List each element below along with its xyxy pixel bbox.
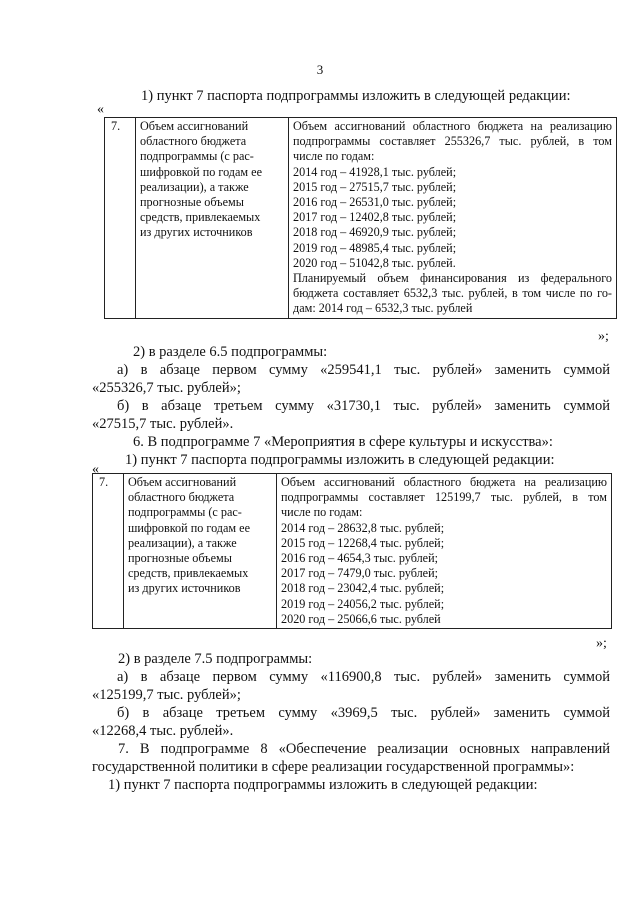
content-line: 2020 год – 51042,8 тыс. рублей. (293, 255, 456, 270)
label-cell (124, 474, 277, 629)
content-line: 2019 год – 48985,4 тыс. рублей; (293, 240, 457, 255)
label-line: реализации), а также (128, 535, 237, 550)
content-line: 2014 год – 28632,8 тыс. рублей; (281, 520, 445, 535)
page-number: 3 (316, 62, 324, 77)
label-line: из других источников (140, 225, 253, 240)
close-quote: »; (596, 636, 607, 651)
paragraph-line: б) в абзаце третьем сумму «3969,5 тыс. рублей» заменить суммой (117, 705, 610, 721)
row-number-cell: 7. (93, 474, 124, 629)
content-line: 2016 год – 4654,3 тыс. рублей; (281, 551, 438, 566)
open-quote: « (92, 462, 99, 477)
label-line: областного бюджета (128, 490, 235, 505)
close-quote: »; (598, 329, 609, 344)
content-line: 2014 год – 41928,1 тыс. рублей; (293, 164, 457, 179)
paragraph-line: «12268,4 тыс. рублей». (92, 723, 234, 739)
content-line: Объем ассигнований областного бюджета на реализацию (293, 119, 612, 133)
paragraph-line: «125199,7 тыс. рублей»; (92, 687, 241, 703)
paragraph-line: 1) пункт 7 паспорта подпрограммы изложить в следующей редакции: (125, 452, 555, 468)
paragraph-line: б) в абзаце третьем сумму «31730,1 тыс. рублей» заменить суммой (117, 398, 610, 414)
label-line: из других источников (128, 581, 241, 596)
label-line: средств, привлекаемых (128, 566, 249, 581)
label-cell (136, 118, 289, 319)
label-line: шифровкой по годам ее (128, 520, 250, 535)
paragraph-line: 6. В подпрограмме 7 «Мероприятия в сфере культуры и искусства»: (133, 434, 553, 450)
content-line: дам: 2014 год – 6532,3 тыс. рублей (293, 301, 473, 316)
label-line: Объем ассигнований (128, 475, 237, 489)
label-line: областного бюджета (140, 134, 247, 149)
content-line: 2015 год – 27515,7 тыс. рублей; (293, 179, 457, 194)
content-line: 2019 год – 24056,2 тыс. рублей; (281, 596, 445, 611)
content-line: числе по годам: (293, 149, 375, 164)
paragraph-line: государственной политики в сфере реализации государственной программы»: (92, 759, 575, 775)
content-line: 2016 год – 26531,0 тыс. рублей; (293, 195, 457, 210)
content-line: 2020 год – 25066,6 тыс. рублей (281, 611, 441, 626)
paragraph-line: «27515,7 тыс. рублей». (92, 416, 234, 432)
paragraph-line: а) в абзаце первом сумму «259541,1 тыс. рублей» заменить суммой (117, 362, 610, 378)
paragraph-line: 2) в разделе 6.5 подпрограммы: (133, 344, 328, 360)
content-cell (277, 474, 612, 629)
paragraph-line: 1) пункт 7 паспорта подпрограммы изложить в следующей редакции: (108, 777, 538, 793)
open-quote: « (97, 102, 104, 117)
label-line: подпрограммы (с рас- (140, 149, 254, 164)
content-line: подпрограммы составляет 125199,7 тыс. рублей, в том (281, 490, 607, 505)
label-line: Объем ассигнований (140, 119, 249, 133)
table-row (105, 118, 617, 319)
content-line: бюджета составляет 6532,3 тыс. рублей, в том числе по го- (293, 286, 612, 301)
paragraph-line: 2) в разделе 7.5 подпрограммы: (118, 651, 313, 667)
paragraph-line: а) в абзаце первом сумму «116900,8 тыс. рублей» заменить суммой (117, 669, 610, 685)
table-row (93, 474, 612, 629)
content-line: 2017 год – 7479,0 тыс. рублей; (281, 566, 438, 581)
paragraph-line: 7. В подпрограмме 8 «Обеспечение реализации основных направлений (118, 741, 610, 757)
passport-table-2 (92, 473, 612, 629)
content-line: 2018 год – 46920,9 тыс. рублей; (293, 225, 457, 240)
row-number-cell: 7. (105, 118, 136, 319)
content-line: 2018 год – 23042,4 тыс. рублей; (281, 581, 445, 596)
label-line: прогнозные объемы (140, 195, 244, 210)
passport-table-1 (104, 117, 617, 319)
label-line: шифровкой по годам ее (140, 164, 262, 179)
content-cell (289, 118, 617, 319)
label-line: прогнозные объемы (128, 551, 232, 566)
label-line: реализации), а также (140, 179, 249, 194)
content-line: подпрограммы составляет 255326,7 тыс. рублей, в том (293, 134, 612, 149)
paragraph-line: 1) пункт 7 паспорта подпрограммы изложить в следующей редакции: (141, 88, 571, 104)
label-line: средств, привлекаемых (140, 210, 261, 225)
label-line: подпрограммы (с рас- (128, 505, 242, 520)
content-line: Объем ассигнований областного бюджета на реализацию (281, 475, 607, 489)
content-line: числе по годам: (281, 505, 363, 520)
paragraph-line: «255326,7 тыс. рублей»; (92, 380, 241, 396)
content-line: 2015 год – 12268,4 тыс. рублей; (281, 535, 445, 550)
content-line: Планируемый объем финансирования из федерального (293, 271, 612, 286)
content-line: 2017 год – 12402,8 тыс. рублей; (293, 210, 457, 225)
